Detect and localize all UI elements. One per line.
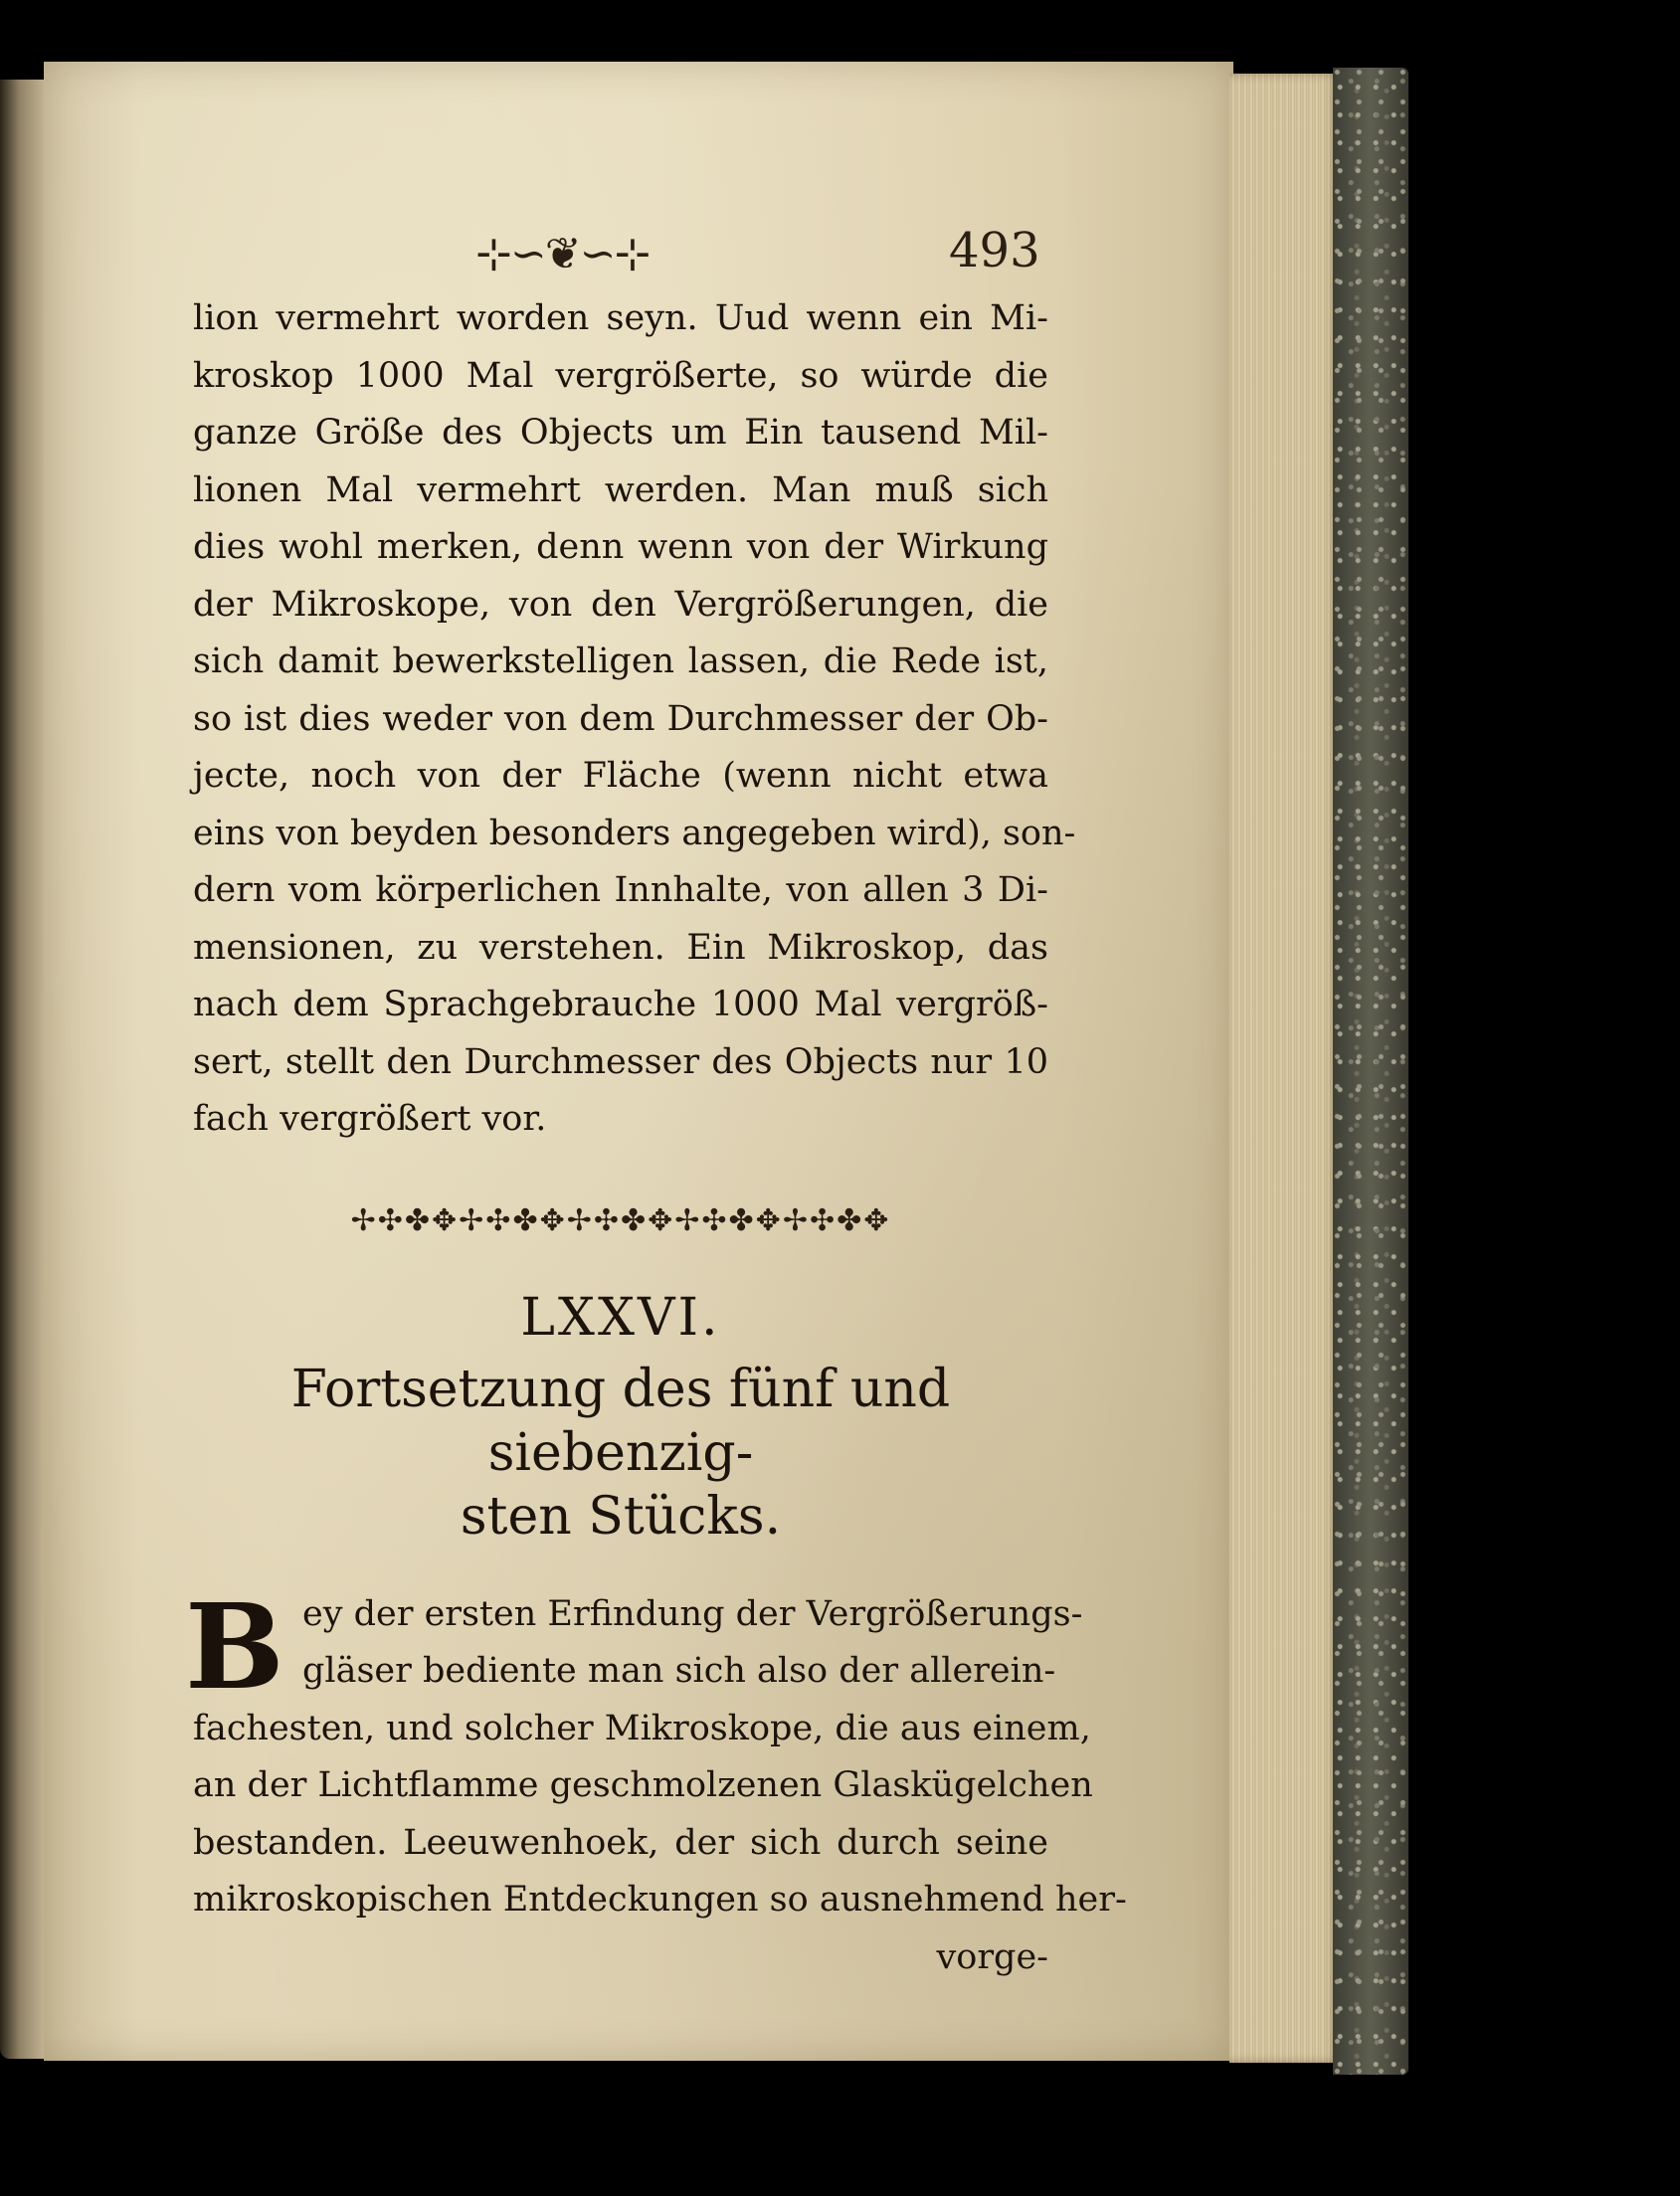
catchword: vorge- [936, 1936, 1048, 1977]
text-line: jecte, noch von der Fläche (wenn nicht etwa [193, 756, 1048, 796]
text-line: sert, stellt den Durchmesser des Objects nur 10 [193, 1041, 1048, 1082]
text-line: gläser bediente man sich also der allerein- [302, 1651, 1056, 1691]
chapter-title-line: Fortsetzung des fünf und siebenzig- [290, 1359, 951, 1483]
text-line: dern vom körperlichen Innhalte, von allen 3 Di- [193, 870, 1048, 910]
text-line: sich damit bewerkstelligen lassen, die Rede ist, [193, 641, 1048, 681]
drop-cap: B [185, 1576, 284, 1716]
page-number: 493 [949, 223, 1040, 278]
text-line: der Mikroskope, von den Vergrößerungen, die [193, 584, 1048, 625]
continued-paragraph [193, 290, 1076, 1149]
text-line: bestanden. Leeuwenhoek, der sich durch seine [193, 1822, 1048, 1863]
book-page [44, 62, 1233, 2061]
section-divider: ✢✣✤✥✢✣✤✥✢✣✤✥✢✣✤✥✢✣✤✥ [350, 1202, 891, 1238]
chapter-title [193, 1358, 1048, 1549]
text-line: dies wohl merken, denn wenn von der Wirkung [193, 527, 1048, 567]
book-cover-edge [1333, 68, 1408, 2075]
text-line: eins von beyden besonders angegeben wird), son- [193, 813, 1076, 853]
text-line: ganze Größe des Objects um Ein tausend Mil- [193, 413, 1048, 453]
chapter-number: LXXVI. [520, 1287, 721, 1348]
text-line: an der Lichtflamme geschmolzenen Glaskügelchen [193, 1765, 1093, 1805]
page-text [185, 221, 1127, 1986]
text-line: mensionen, zu verstehen. Ein Mikroskop, das [193, 927, 1048, 968]
left-page-edge [0, 80, 48, 2059]
text-line: fachesten, und solcher Mikroskope, die aus einem, [193, 1708, 1091, 1748]
page-header [193, 221, 1048, 290]
text-line: ey der ersten Erfindung der Vergrößerungs- [302, 1593, 1083, 1634]
chapter-title-line: sten Stücks. [460, 1486, 782, 1547]
text-line: lionen Mal vermehrt werden. Man muß sich [193, 469, 1048, 510]
text-line: so ist dies weder von dem Durchmesser der Ob- [193, 698, 1048, 739]
text-line: mikroskopischen Entdeckungen so ausnehmend her- [193, 1880, 1127, 1920]
page-edges [1229, 74, 1339, 2063]
text-line: lion vermehrt worden seyn. Uud wenn ein Mi- [193, 298, 1048, 338]
header-ornament: ⊹∽❦∽⊹ [475, 229, 650, 279]
text-line: kroskop 1000 Mal vergrößerte, so würde die [193, 355, 1048, 396]
new-paragraph [185, 1576, 1127, 1987]
text-line: fach vergrößert vor. [193, 1099, 547, 1139]
text-line: nach dem Sprachgebrauche 1000 Mal vergröß- [193, 985, 1048, 1024]
